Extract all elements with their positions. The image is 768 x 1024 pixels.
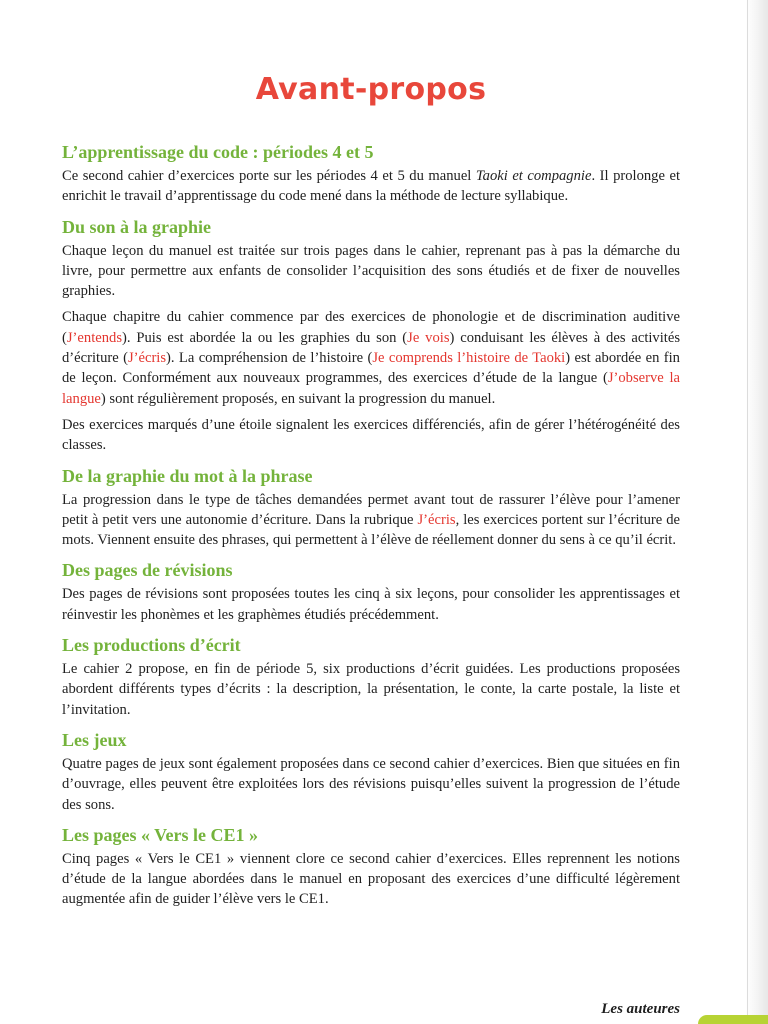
section-games xyxy=(62,729,680,815)
page-edge-shadow xyxy=(746,0,768,1024)
rubric-label: J’écris xyxy=(127,350,167,367)
paragraph xyxy=(62,490,680,551)
paragraph: Quatre pages de jeux sont également proposées dans ce second cahier d’exercices. Bien que situées en fin d’ouvrage, elles peuvent être exploitées lors des révisions puisqu’elles suivent la progression de l’étude des sons. xyxy=(62,755,680,813)
rubric-label: J’écris xyxy=(417,511,456,528)
text-run: Ce second cahier d’exercices porte sur les périodes 4 et 5 du manuel xyxy=(62,168,476,184)
page-edge-line xyxy=(747,0,748,1024)
section-heading: Les jeux xyxy=(62,729,127,750)
section-code-learning xyxy=(62,141,680,207)
text-run: ). Puis est abordée la ou les graphies du son ( xyxy=(122,329,408,346)
section-heading: Les pages « Vers le CE1 » xyxy=(62,824,259,845)
paragraph: Chaque leçon du manuel est traitée sur trois pages dans le cahier, reprenant pas à pas la démarche du livre, pour permettre aux enfants de consolider l’acquisition des sons étudiés et de fixer de nouvelles graphies. xyxy=(62,242,680,300)
rubric-label: J’observe la langue xyxy=(62,370,680,407)
section-heading: Les productions d’écrit xyxy=(62,635,241,656)
corner-accent-tab xyxy=(698,1015,768,1024)
section-word-to-sentence xyxy=(62,465,680,551)
signature: Les auteures xyxy=(601,1001,680,1017)
section-writing-productions xyxy=(62,634,680,720)
document-body xyxy=(62,141,680,919)
rubric-label: Je vois xyxy=(407,329,450,346)
section-heading: Du son à la graphie xyxy=(62,216,212,237)
paragraph: Des pages de révisions sont proposées toutes les cinq à six leçons, pour consolider les apprentissages et réinvestir les phonèmes et les graphèmes étudiés précédemment. xyxy=(62,586,680,623)
text-run: ) conduisant les élèves à des activités d’écriture ( xyxy=(62,329,680,367)
paragraph xyxy=(62,307,680,408)
book-title: Taoki et compagnie xyxy=(475,168,592,184)
rubric-label: J’entends xyxy=(66,329,122,346)
paragraph: Le cahier 2 propose, en fin de période 5, six productions d’écrit guidées. Les productions proposées abordent différents types d’écrits : la description, la présentation, le conte, la carte postale, la liste et l’invitation. xyxy=(62,661,680,718)
section-heading: Des pages de révisions xyxy=(62,560,233,581)
text-run: Chaque chapitre du cahier commence par des exercices de phonologie et de discrimination auditive ( xyxy=(62,309,680,346)
text-run: ) est abordée en fin de leçon. Conformément aux nouveaux programmes, des exercices d’étude de la langue ( xyxy=(62,350,680,387)
text-run: ) sont régulièrement proposés, en suivant la progression du manuel. xyxy=(100,390,496,407)
text-run: La progression dans le type de tâches demandées permet avant tout de rassurer l’élève pour l’amener petit à petit vers une autonomie d’écriture. Dans la rubrique xyxy=(62,491,680,528)
paragraph xyxy=(62,166,680,207)
section-heading: L’apprentissage du code : périodes 4 et 5 xyxy=(62,142,374,162)
rubric-label: Je comprends l’histoire de Taoki xyxy=(372,350,566,367)
page-title: Avant-propos xyxy=(255,72,487,107)
paragraph: Des exercices marqués d’une étoile signalent les exercices différenciés, afin de gérer l’hétérogénéité des classes. xyxy=(62,416,680,454)
paragraph: Cinq pages « Vers le CE1 » viennent clore ce second cahier d’exercices. Elles reprennent les notions d’étude de la langue abordées dans le manuel en proposant des exercices d’une difficulté légèrement augmentée afin de guider l’élève vers le CE1. xyxy=(62,850,680,908)
section-heading: De la graphie du mot à la phrase xyxy=(62,465,313,486)
text-run: ). La compréhension de l’histoire ( xyxy=(166,350,373,367)
text-run: . Il prolonge et enrichit le travail d’apprentissage du code mené dans la méthode de lecture syllabique. xyxy=(62,168,681,205)
section-revision-pages xyxy=(62,559,680,625)
section-ce1-pages xyxy=(62,824,680,910)
section-sound-to-spelling xyxy=(62,216,680,456)
text-run: , les exercices portent sur l’écriture de mots. Viennent ensuite des phrases, qui permettent à l’élève de réellement donner du sens à ce qu’il écrit. xyxy=(62,511,680,549)
